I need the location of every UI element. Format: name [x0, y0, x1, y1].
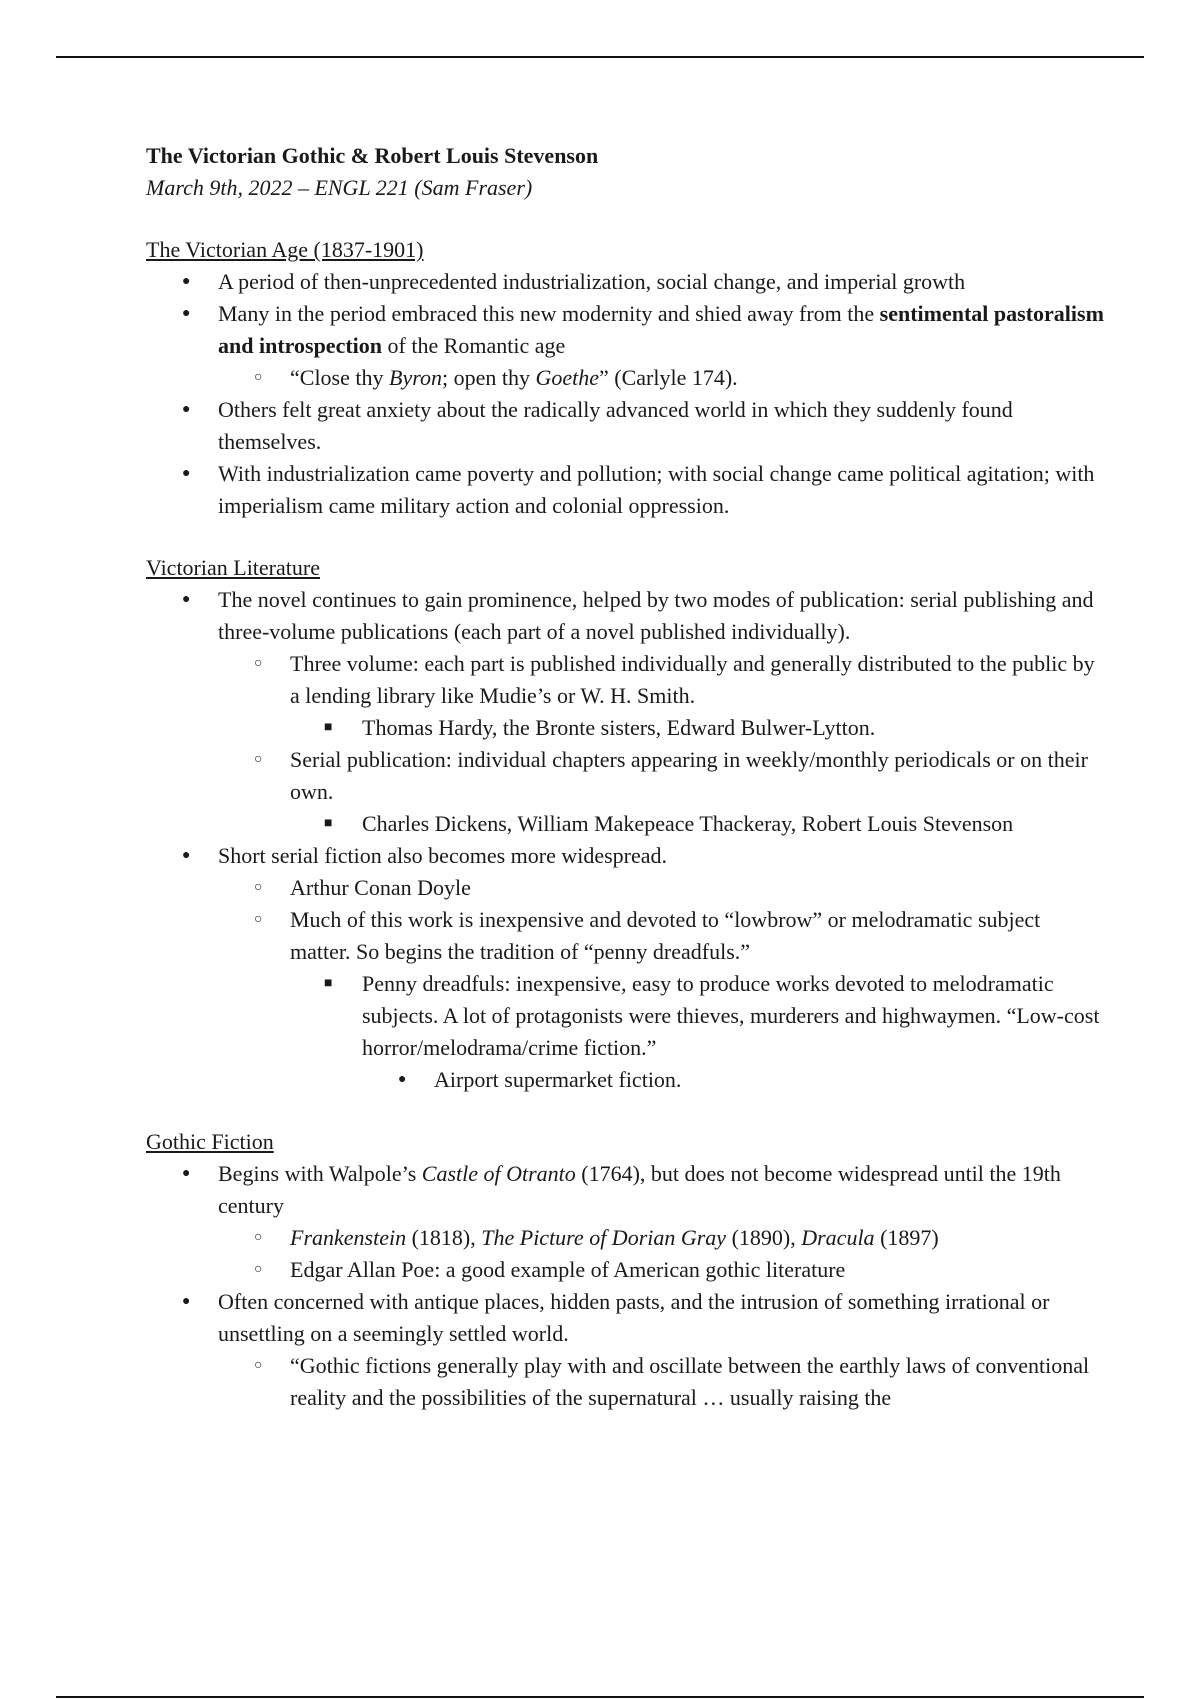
document-body [146, 140, 1106, 1414]
section-heading: Gothic Fiction [146, 1129, 274, 1154]
sub-list [218, 648, 1106, 840]
document-title: The Victorian Gothic & Robert Louis Stevenson [146, 143, 599, 168]
bottom-rule [56, 1696, 1144, 1698]
document-subtitle: March 9th, 2022 – ENGL 221 (Sam Fraser) [146, 175, 533, 200]
top-rule [56, 56, 1144, 58]
list-item: ○ Frankenstein (1818), The Picture of Dorian Gray (1890), Dracula (1897) [218, 1222, 1106, 1254]
bullet-list [146, 584, 1106, 1096]
sub-list [218, 1222, 1106, 1286]
list-item: ○ “Close thy Byron; open thy Goethe” (Carlyle 174). [218, 362, 1106, 394]
sub-sub-list [290, 712, 1106, 744]
list-item: ● Often concerned with antique places, hidden pasts, and the intrusion of something irrational or unsettling on a seemingly settled world. ○ “Gothic fictions generally play with and oscillate between the earthly laws of conventional reality and the possibilities of the supernatural … usually raising the [146, 1286, 1106, 1414]
sub-list [218, 362, 1106, 394]
bullet-list [146, 1158, 1106, 1414]
sub-sub-sub-list [362, 1064, 1106, 1096]
list-item: ○ Much of this work is inexpensive and devoted to “lowbrow” or melodramatic subject matter. So begins the tradition of “penny dreadfuls.” ■ Penny dreadfuls: inexpensive, easy to produce works devoted to melodramatic subjects. A lot of protagonists were thieves, murderers and highwaymen. “Low-cost horror/melodrama/crime fiction.” ● Airport supermarket fiction. [218, 904, 1106, 1096]
sub-list [218, 1350, 1106, 1414]
list-item: ● Airport supermarket fiction. [362, 1064, 1106, 1096]
list-item: ● The novel continues to gain prominence, helped by two modes of publication: serial publishing and three-volume publications (each part of a novel published individually). ○ Three volume: each part is published individually and generally distributed to the public by a lending library like Mudie’s or W. H. Smith. ■ Thomas Hardy, the Bronte sisters, Edward Bulwer-Lytton. ○ Serial publication: individual chapters appearing in weekly/monthly periodicals or on their own. ■ Charles Dickens, William Makepeace Thackeray, Robert Louis Stevenson [146, 584, 1106, 840]
list-item: ● Others felt great anxiety about the radically advanced world in which they suddenly found themselves. [146, 394, 1106, 458]
list-item: ○ Serial publication: individual chapters appearing in weekly/monthly periodicals or on their own. ■ Charles Dickens, William Makepeace Thackeray, Robert Louis Stevenson [218, 744, 1106, 840]
list-item: ● A period of then-unprecedented industrialization, social change, and imperial growth [146, 266, 1106, 298]
section-victorian-age [146, 234, 1106, 522]
list-item: ● With industrialization came poverty and pollution; with social change came political agitation; with imperialism came military action and colonial oppression. [146, 458, 1106, 522]
list-item: ○ Edgar Allan Poe: a good example of American gothic literature [218, 1254, 1106, 1286]
section-heading: The Victorian Age (1837-1901) [146, 237, 424, 262]
list-item: ■ Charles Dickens, William Makepeace Thackeray, Robert Louis Stevenson [290, 808, 1106, 840]
section-heading: Victorian Literature [146, 555, 320, 580]
bullet-list [146, 266, 1106, 522]
list-item: ● Many in the period embraced this new modernity and shied away from the sentimental pastoralism and introspection of the Romantic age ○ “Close thy Byron; open thy Goethe” (Carlyle 174). [146, 298, 1106, 394]
list-item: ○ Three volume: each part is published individually and generally distributed to the public by a lending library like Mudie’s or W. H. Smith. ■ Thomas Hardy, the Bronte sisters, Edward Bulwer-Lytton. [218, 648, 1106, 744]
sub-sub-list [290, 968, 1106, 1096]
list-item: ● Begins with Walpole’s Castle of Otranto (1764), but does not become widespread until the 19th century ○ Frankenstein (1818), The Picture of Dorian Gray (1890), Dracula (1897) ○ Edgar Allan Poe: a good example of American gothic literature [146, 1158, 1106, 1286]
section-gothic-fiction [146, 1126, 1106, 1414]
list-item: ○ “Gothic fictions generally play with and oscillate between the earthly laws of conventional reality and the possibilities of the supernatural … usually raising the [218, 1350, 1106, 1414]
list-item: ■ Penny dreadfuls: inexpensive, easy to produce works devoted to melodramatic subjects. A lot of protagonists were thieves, murderers and highwaymen. “Low-cost horror/melodrama/crime fiction.” ● Airport supermarket fiction. [290, 968, 1106, 1096]
list-item: ● Short serial fiction also becomes more widespread. ○ Arthur Conan Doyle ○ Much of this work is inexpensive and devoted to “lowbrow” or melodramatic subject matter. So begins the tradition of “penny dreadfuls.” ■ Penny dreadfuls: inexpensive, easy to produce works devoted to melodramatic subjects. A lot of protagonists were thieves, murderers and highwaymen. “Low-cost horror/melodrama/crime fiction.” ● Airport supermarket fiction. [146, 840, 1106, 1096]
sub-list [218, 872, 1106, 1096]
list-item: ■ Thomas Hardy, the Bronte sisters, Edward Bulwer-Lytton. [290, 712, 1106, 744]
section-victorian-literature [146, 552, 1106, 1096]
list-item: ○ Arthur Conan Doyle [218, 872, 1106, 904]
sub-sub-list [290, 808, 1106, 840]
